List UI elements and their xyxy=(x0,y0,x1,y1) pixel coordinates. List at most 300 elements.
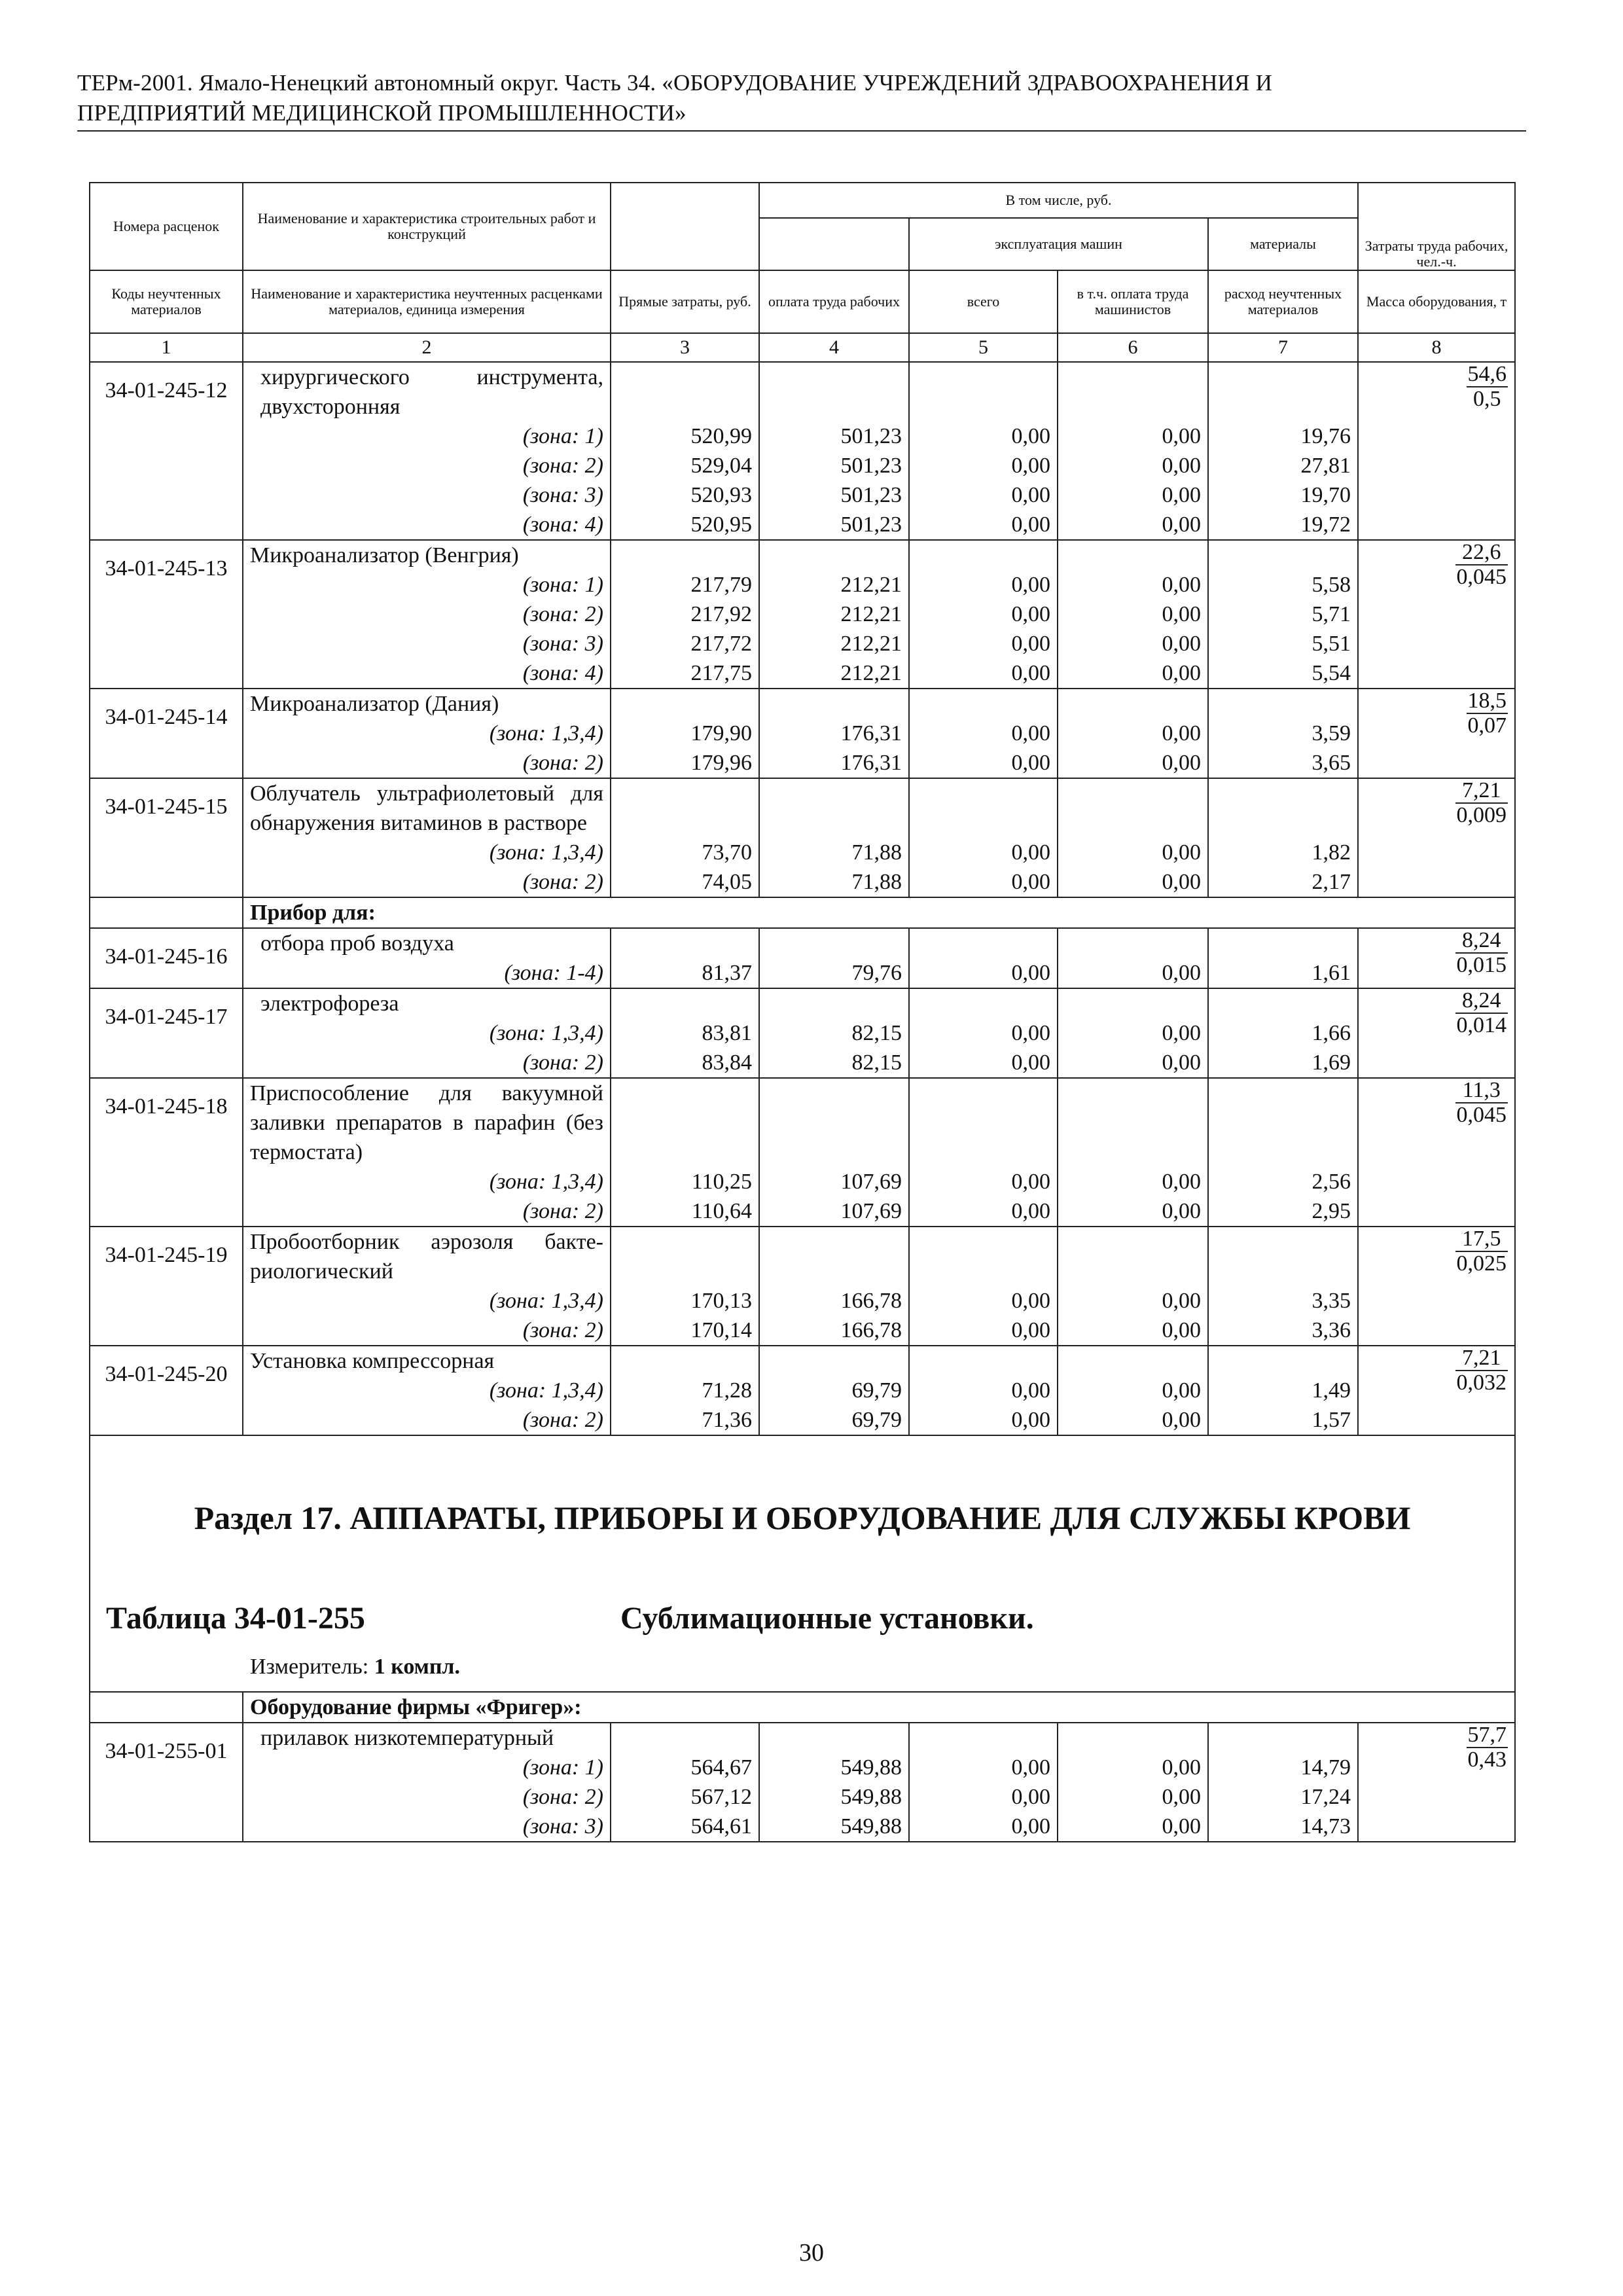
head-mass: Масса оборудования, т xyxy=(1358,270,1515,333)
wages-value: 166,78 xyxy=(759,1316,909,1346)
machines-total: 0,00 xyxy=(909,838,1058,867)
zone-row xyxy=(90,1782,1515,1812)
rate-row xyxy=(90,1723,1515,1753)
labor-mass-fraction xyxy=(1455,1346,1508,1395)
empty-cell xyxy=(1208,540,1358,570)
zone-label: (зона: 1,3,4) xyxy=(243,1167,611,1196)
rate-description: Микроанализатор (Дания) xyxy=(243,689,611,719)
machines-wages: 0,00 xyxy=(1058,1018,1208,1048)
rates-table xyxy=(89,182,1516,1842)
direct-cost: 217,92 xyxy=(611,600,759,629)
materials-value: 19,70 xyxy=(1208,480,1358,510)
machines-total: 0,00 xyxy=(909,451,1058,480)
empty-cell xyxy=(909,1346,1058,1376)
zone-label: (зона: 1-4) xyxy=(243,958,611,988)
labor-mass-cell xyxy=(1358,928,1515,988)
rate-code: 34-01-255-01 xyxy=(90,1723,243,1842)
head-wages: оплата труда рабочих xyxy=(759,270,909,333)
empty-cell xyxy=(909,928,1058,958)
machines-total: 0,00 xyxy=(909,1812,1058,1842)
wages-value: 549,88 xyxy=(759,1753,909,1782)
rate-row xyxy=(90,1227,1515,1286)
head-machines: эксплуатация машин xyxy=(909,218,1208,270)
zone-row xyxy=(90,1316,1515,1346)
column-number: 5 xyxy=(909,333,1058,362)
direct-cost: 179,96 xyxy=(611,748,759,778)
labor-mass-cell xyxy=(1358,778,1515,897)
wages-value: 501,23 xyxy=(759,422,909,451)
machines-wages: 0,00 xyxy=(1058,480,1208,510)
zone-row xyxy=(90,838,1515,867)
machines-total: 0,00 xyxy=(909,1376,1058,1405)
zone-row xyxy=(90,1286,1515,1316)
zone-label: (зона: 2) xyxy=(243,600,611,629)
machines-total: 0,00 xyxy=(909,1167,1058,1196)
empty-cell xyxy=(611,1078,759,1167)
wages-value: 107,69 xyxy=(759,1196,909,1227)
column-number: 2 xyxy=(243,333,611,362)
machines-wages: 0,00 xyxy=(1058,422,1208,451)
rate-row xyxy=(90,1078,1515,1167)
equipment-label-row xyxy=(90,1692,1515,1723)
rate-code: 34-01-245-19 xyxy=(90,1227,243,1346)
zone-label: (зона: 2) xyxy=(243,1316,611,1346)
zone-label: (зона: 1) xyxy=(243,422,611,451)
rate-row xyxy=(90,540,1515,570)
empty-cell xyxy=(90,897,243,928)
zone-row xyxy=(90,600,1515,629)
column-numbers-row xyxy=(90,333,1515,362)
machines-total: 0,00 xyxy=(909,1286,1058,1316)
wages-value: 501,23 xyxy=(759,480,909,510)
materials-value: 14,73 xyxy=(1208,1812,1358,1842)
empty-cell xyxy=(1058,1227,1208,1286)
empty-cell xyxy=(909,540,1058,570)
machines-wages: 0,00 xyxy=(1058,451,1208,480)
machines-wages: 0,00 xyxy=(1058,600,1208,629)
header-line-2: ПРЕДПРИЯТИЙ МЕДИЦИНСКОЙ ПРОМЫШЛЕННОСТИ» xyxy=(77,100,687,126)
equipment-label: Оборудование фирмы «Фригер»: xyxy=(243,1692,1515,1723)
zone-label: (зона: 1) xyxy=(243,1753,611,1782)
wages-value: 549,88 xyxy=(759,1782,909,1812)
labor-value: 7,21 xyxy=(1455,779,1508,804)
unit-value: 1 компл. xyxy=(374,1655,461,1679)
direct-cost: 179,90 xyxy=(611,719,759,748)
wages-value: 69,79 xyxy=(759,1376,909,1405)
direct-cost: 520,93 xyxy=(611,480,759,510)
header-rule xyxy=(77,130,1526,132)
empty-cell xyxy=(1058,540,1208,570)
materials-value: 5,58 xyxy=(1208,570,1358,600)
empty-cell xyxy=(611,988,759,1018)
empty-cell xyxy=(759,928,909,958)
empty-cell xyxy=(611,689,759,719)
wages-value: 212,21 xyxy=(759,600,909,629)
machines-wages: 0,00 xyxy=(1058,867,1208,897)
head-machines-total: всего xyxy=(909,270,1058,333)
empty-cell xyxy=(759,1078,909,1167)
rate-description: Облучатель ультрафиолетовый для обнаружения витаминов в растворе xyxy=(243,778,611,838)
wages-value: 501,23 xyxy=(759,451,909,480)
labor-value: 57,7 xyxy=(1467,1723,1507,1747)
labor-mass-fraction xyxy=(1455,1079,1508,1127)
running-header xyxy=(77,68,1526,128)
machines-wages: 0,00 xyxy=(1058,1196,1208,1227)
materials-value: 17,24 xyxy=(1208,1782,1358,1812)
group-label: Прибор для: xyxy=(243,897,1515,928)
labor-mass-fraction xyxy=(1455,929,1508,977)
group-label-row xyxy=(90,897,1515,928)
empty-cell xyxy=(909,1078,1058,1167)
materials-value: 5,54 xyxy=(1208,658,1358,689)
direct-cost: 71,28 xyxy=(611,1376,759,1405)
zone-row xyxy=(90,1018,1515,1048)
zone-label: (зона: 1,3,4) xyxy=(243,1286,611,1316)
zone-label: (зона: 2) xyxy=(243,867,611,897)
wages-value: 212,21 xyxy=(759,658,909,689)
head-including: В том числе, руб. xyxy=(759,183,1358,218)
labor-mass-fraction xyxy=(1467,1723,1508,1772)
empty-cell xyxy=(1208,1078,1358,1167)
rate-code: 34-01-245-18 xyxy=(90,1078,243,1227)
labor-mass-cell xyxy=(1358,362,1515,540)
machines-wages: 0,00 xyxy=(1058,1782,1208,1812)
wages-value: 549,88 xyxy=(759,1812,909,1842)
wages-value: 71,88 xyxy=(759,838,909,867)
wages-value: 176,31 xyxy=(759,719,909,748)
machines-total: 0,00 xyxy=(909,629,1058,658)
labor-value: 7,21 xyxy=(1455,1346,1508,1371)
rate-code: 34-01-245-13 xyxy=(90,540,243,689)
materials-value: 1,82 xyxy=(1208,838,1358,867)
empty-cell xyxy=(611,1346,759,1376)
machines-total: 0,00 xyxy=(909,719,1058,748)
column-number: 3 xyxy=(611,333,759,362)
zone-row xyxy=(90,422,1515,451)
mass-value: 0,07 xyxy=(1467,713,1507,738)
mass-value: 0,009 xyxy=(1456,803,1507,827)
head-empty-wages xyxy=(759,218,909,270)
zone-row xyxy=(90,719,1515,748)
rate-row xyxy=(90,1346,1515,1376)
mass-value: 0,014 xyxy=(1456,1013,1507,1037)
rate-code: 34-01-245-15 xyxy=(90,778,243,897)
empty-cell xyxy=(759,362,909,422)
column-number: 8 xyxy=(1358,333,1515,362)
labor-mass-fraction xyxy=(1455,541,1508,589)
materials-value: 1,66 xyxy=(1208,1018,1358,1048)
empty-cell xyxy=(1058,1346,1208,1376)
head-empty-direct xyxy=(611,183,759,270)
rate-code: 34-01-245-14 xyxy=(90,689,243,778)
empty-cell xyxy=(611,362,759,422)
head-rate-numbers: Номера расценок xyxy=(90,183,243,270)
machines-wages: 0,00 xyxy=(1058,1167,1208,1196)
zone-row xyxy=(90,480,1515,510)
materials-value: 5,71 xyxy=(1208,600,1358,629)
materials-value: 27,81 xyxy=(1208,451,1358,480)
empty-cell xyxy=(1208,362,1358,422)
zone-label: (зона: 3) xyxy=(243,1812,611,1842)
materials-value: 14,79 xyxy=(1208,1753,1358,1782)
empty-cell xyxy=(90,1692,243,1723)
direct-cost: 110,25 xyxy=(611,1167,759,1196)
zone-label: (зона: 1) xyxy=(243,570,611,600)
direct-cost: 217,72 xyxy=(611,629,759,658)
labor-mass-fraction xyxy=(1455,989,1508,1037)
machines-wages: 0,00 xyxy=(1058,1753,1208,1782)
wages-value: 82,15 xyxy=(759,1018,909,1048)
zone-label: (зона: 3) xyxy=(243,480,611,510)
labor-value: 22,6 xyxy=(1455,541,1508,565)
machines-wages: 0,00 xyxy=(1058,629,1208,658)
rate-code: 34-01-245-17 xyxy=(90,988,243,1078)
labor-mass-cell xyxy=(1358,988,1515,1078)
column-number: 7 xyxy=(1208,333,1358,362)
column-number: 6 xyxy=(1058,333,1208,362)
rate-row xyxy=(90,778,1515,838)
machines-total: 0,00 xyxy=(909,748,1058,778)
labor-mass-cell xyxy=(1358,1723,1515,1842)
empty-cell xyxy=(909,689,1058,719)
materials-value: 1,57 xyxy=(1208,1405,1358,1435)
materials-value: 2,56 xyxy=(1208,1167,1358,1196)
machines-total: 0,00 xyxy=(909,510,1058,540)
mass-value: 0,032 xyxy=(1456,1371,1507,1395)
machines-wages: 0,00 xyxy=(1058,1812,1208,1842)
empty-cell xyxy=(759,1346,909,1376)
direct-cost: 520,95 xyxy=(611,510,759,540)
zone-label: (зона: 4) xyxy=(243,658,611,689)
empty-cell xyxy=(1058,1723,1208,1753)
materials-value: 3,35 xyxy=(1208,1286,1358,1316)
mass-value: 0,045 xyxy=(1456,1103,1507,1127)
direct-cost: 83,84 xyxy=(611,1048,759,1078)
rate-code: 34-01-245-16 xyxy=(90,928,243,988)
machines-total: 0,00 xyxy=(909,658,1058,689)
empty-cell xyxy=(759,1723,909,1753)
zone-label: (зона: 1,3,4) xyxy=(243,1376,611,1405)
empty-cell xyxy=(759,778,909,838)
page-number: 30 xyxy=(799,2239,824,2267)
labor-mass-fraction xyxy=(1455,779,1508,827)
machines-total: 0,00 xyxy=(909,1018,1058,1048)
zone-row xyxy=(90,867,1515,897)
direct-cost: 217,79 xyxy=(611,570,759,600)
materials-value: 3,36 xyxy=(1208,1316,1358,1346)
direct-cost: 529,04 xyxy=(611,451,759,480)
empty-cell xyxy=(1208,778,1358,838)
empty-cell xyxy=(1058,362,1208,422)
machines-total: 0,00 xyxy=(909,1405,1058,1435)
direct-cost: 74,05 xyxy=(611,867,759,897)
machines-wages: 0,00 xyxy=(1058,1048,1208,1078)
unit-label: Измеритель: xyxy=(250,1655,369,1679)
machines-total: 0,00 xyxy=(909,480,1058,510)
zone-row xyxy=(90,451,1515,480)
zone-row xyxy=(90,570,1515,600)
wages-value: 69,79 xyxy=(759,1405,909,1435)
zone-label: (зона: 2) xyxy=(243,748,611,778)
materials-value: 3,59 xyxy=(1208,719,1358,748)
machines-total: 0,00 xyxy=(909,1316,1058,1346)
machines-total: 0,00 xyxy=(909,1196,1058,1227)
column-number: 4 xyxy=(759,333,909,362)
empty-cell xyxy=(1058,1078,1208,1167)
section-band-row xyxy=(90,1435,1515,1692)
head-labor: Затраты труда рабочих, чел.-ч. xyxy=(1358,183,1515,270)
zone-label: (зона: 2) xyxy=(243,1196,611,1227)
empty-cell xyxy=(611,1723,759,1753)
direct-cost: 170,13 xyxy=(611,1286,759,1316)
materials-value: 19,72 xyxy=(1208,510,1358,540)
zone-label: (зона: 1,3,4) xyxy=(243,719,611,748)
labor-mass-fraction xyxy=(1455,1227,1508,1276)
empty-cell xyxy=(909,1227,1058,1286)
zone-label: (зона: 2) xyxy=(243,451,611,480)
rate-description: отбора проб воздуха xyxy=(243,928,611,958)
direct-cost: 564,67 xyxy=(611,1753,759,1782)
zone-row xyxy=(90,510,1515,540)
machines-wages: 0,00 xyxy=(1058,1376,1208,1405)
empty-cell xyxy=(1208,689,1358,719)
rate-description: хирургического инструмента, двухсторонняя xyxy=(243,362,611,422)
empty-cell xyxy=(611,540,759,570)
wages-value: 79,76 xyxy=(759,958,909,988)
machines-wages: 0,00 xyxy=(1058,838,1208,867)
mass-value: 0,5 xyxy=(1473,387,1501,411)
machines-wages: 0,00 xyxy=(1058,570,1208,600)
labor-mass-cell xyxy=(1358,1346,1515,1435)
machines-total: 0,00 xyxy=(909,570,1058,600)
materials-value: 19,76 xyxy=(1208,422,1358,451)
labor-mass-cell xyxy=(1358,1078,1515,1227)
head-materials-name: Наименование и характеристика неучтенных расценками материалов, единица измерения xyxy=(243,270,611,333)
wages-value: 501,23 xyxy=(759,510,909,540)
rate-description: Микроанализатор (Венгрия) xyxy=(243,540,611,570)
direct-cost: 217,75 xyxy=(611,658,759,689)
empty-cell xyxy=(1058,988,1208,1018)
direct-cost: 564,61 xyxy=(611,1812,759,1842)
machines-wages: 0,00 xyxy=(1058,1405,1208,1435)
machines-total: 0,00 xyxy=(909,422,1058,451)
mass-value: 0,045 xyxy=(1456,565,1507,589)
zone-row xyxy=(90,1167,1515,1196)
materials-value: 2,95 xyxy=(1208,1196,1358,1227)
empty-cell xyxy=(611,778,759,838)
mass-value: 0,015 xyxy=(1456,953,1507,977)
mass-value: 0,025 xyxy=(1456,1251,1507,1276)
machines-wages: 0,00 xyxy=(1058,1286,1208,1316)
empty-cell xyxy=(1208,1723,1358,1753)
head-codes: Коды неучтенных материалов xyxy=(90,270,243,333)
direct-cost: 520,99 xyxy=(611,422,759,451)
zone-label: (зона: 3) xyxy=(243,629,611,658)
empty-cell xyxy=(1058,778,1208,838)
machines-total: 0,00 xyxy=(909,1782,1058,1812)
empty-cell xyxy=(909,988,1058,1018)
direct-cost: 73,70 xyxy=(611,838,759,867)
empty-cell xyxy=(759,988,909,1018)
zone-row xyxy=(90,629,1515,658)
labor-value: 8,24 xyxy=(1455,989,1508,1014)
labor-mass-cell xyxy=(1358,1227,1515,1346)
labor-value: 8,24 xyxy=(1455,929,1508,954)
wages-value: 107,69 xyxy=(759,1167,909,1196)
labor-value: 54,6 xyxy=(1467,362,1507,386)
machines-total: 0,00 xyxy=(909,600,1058,629)
zone-row xyxy=(90,1405,1515,1435)
empty-cell xyxy=(1208,988,1358,1018)
labor-mass-fraction xyxy=(1467,689,1508,738)
direct-cost: 71,36 xyxy=(611,1405,759,1435)
head-materials: материалы xyxy=(1208,218,1358,270)
machines-total: 0,00 xyxy=(909,867,1058,897)
labor-value: 18,5 xyxy=(1467,689,1507,713)
empty-cell xyxy=(1208,1346,1358,1376)
zone-label: (зона: 1,3,4) xyxy=(243,1018,611,1048)
unit-line xyxy=(250,1652,460,1681)
wages-value: 166,78 xyxy=(759,1286,909,1316)
empty-cell xyxy=(909,1723,1058,1753)
machines-total: 0,00 xyxy=(909,958,1058,988)
head-machines-wages: в т.ч. оплата труда машинистов xyxy=(1058,270,1208,333)
materials-value: 5,51 xyxy=(1208,629,1358,658)
machines-total: 0,00 xyxy=(909,1753,1058,1782)
rate-description: прилавок низкотемпературный xyxy=(243,1723,611,1753)
labor-mass-cell xyxy=(1358,540,1515,689)
zone-row xyxy=(90,958,1515,988)
section-title: Раздел 17. АППАРАТЫ, ПРИБОРЫ И ОБОРУДОВАНИЕ ДЛЯ СЛУЖБЫ КРОВИ xyxy=(194,1499,1411,1536)
rate-row xyxy=(90,689,1515,719)
machines-wages: 0,00 xyxy=(1058,719,1208,748)
rate-code: 34-01-245-12 xyxy=(90,362,243,540)
empty-cell xyxy=(1208,928,1358,958)
table-head-row-1 xyxy=(90,183,1515,218)
wages-value: 82,15 xyxy=(759,1048,909,1078)
wages-value: 212,21 xyxy=(759,629,909,658)
zone-row xyxy=(90,1753,1515,1782)
machines-wages: 0,00 xyxy=(1058,958,1208,988)
labor-value: 11,3 xyxy=(1455,1079,1508,1103)
wages-value: 212,21 xyxy=(759,570,909,600)
wages-value: 176,31 xyxy=(759,748,909,778)
zone-label: (зона: 2) xyxy=(243,1405,611,1435)
zone-label: (зона: 4) xyxy=(243,510,611,540)
empty-cell xyxy=(1208,1227,1358,1286)
machines-wages: 0,00 xyxy=(1058,658,1208,689)
zone-label: (зона: 2) xyxy=(243,1782,611,1812)
zone-row xyxy=(90,748,1515,778)
rate-description: электрофореза xyxy=(243,988,611,1018)
machines-wages: 0,00 xyxy=(1058,510,1208,540)
empty-cell xyxy=(759,540,909,570)
empty-cell xyxy=(1058,689,1208,719)
rate-code: 34-01-245-20 xyxy=(90,1346,243,1435)
direct-cost: 81,37 xyxy=(611,958,759,988)
head-materials-consumption: расход неучтенных материалов xyxy=(1208,270,1358,333)
empty-cell xyxy=(759,1227,909,1286)
empty-cell xyxy=(611,1227,759,1286)
table-name: Сублимационные установки. xyxy=(620,1601,1034,1636)
labor-value: 17,5 xyxy=(1455,1227,1508,1252)
materials-value: 3,65 xyxy=(1208,748,1358,778)
zone-row xyxy=(90,1812,1515,1842)
materials-value: 2,17 xyxy=(1208,867,1358,897)
zone-row xyxy=(90,658,1515,689)
head-work-name: Наименование и характеристика строительных работ и конструкций xyxy=(243,183,611,270)
labor-mass-fraction xyxy=(1467,363,1508,411)
